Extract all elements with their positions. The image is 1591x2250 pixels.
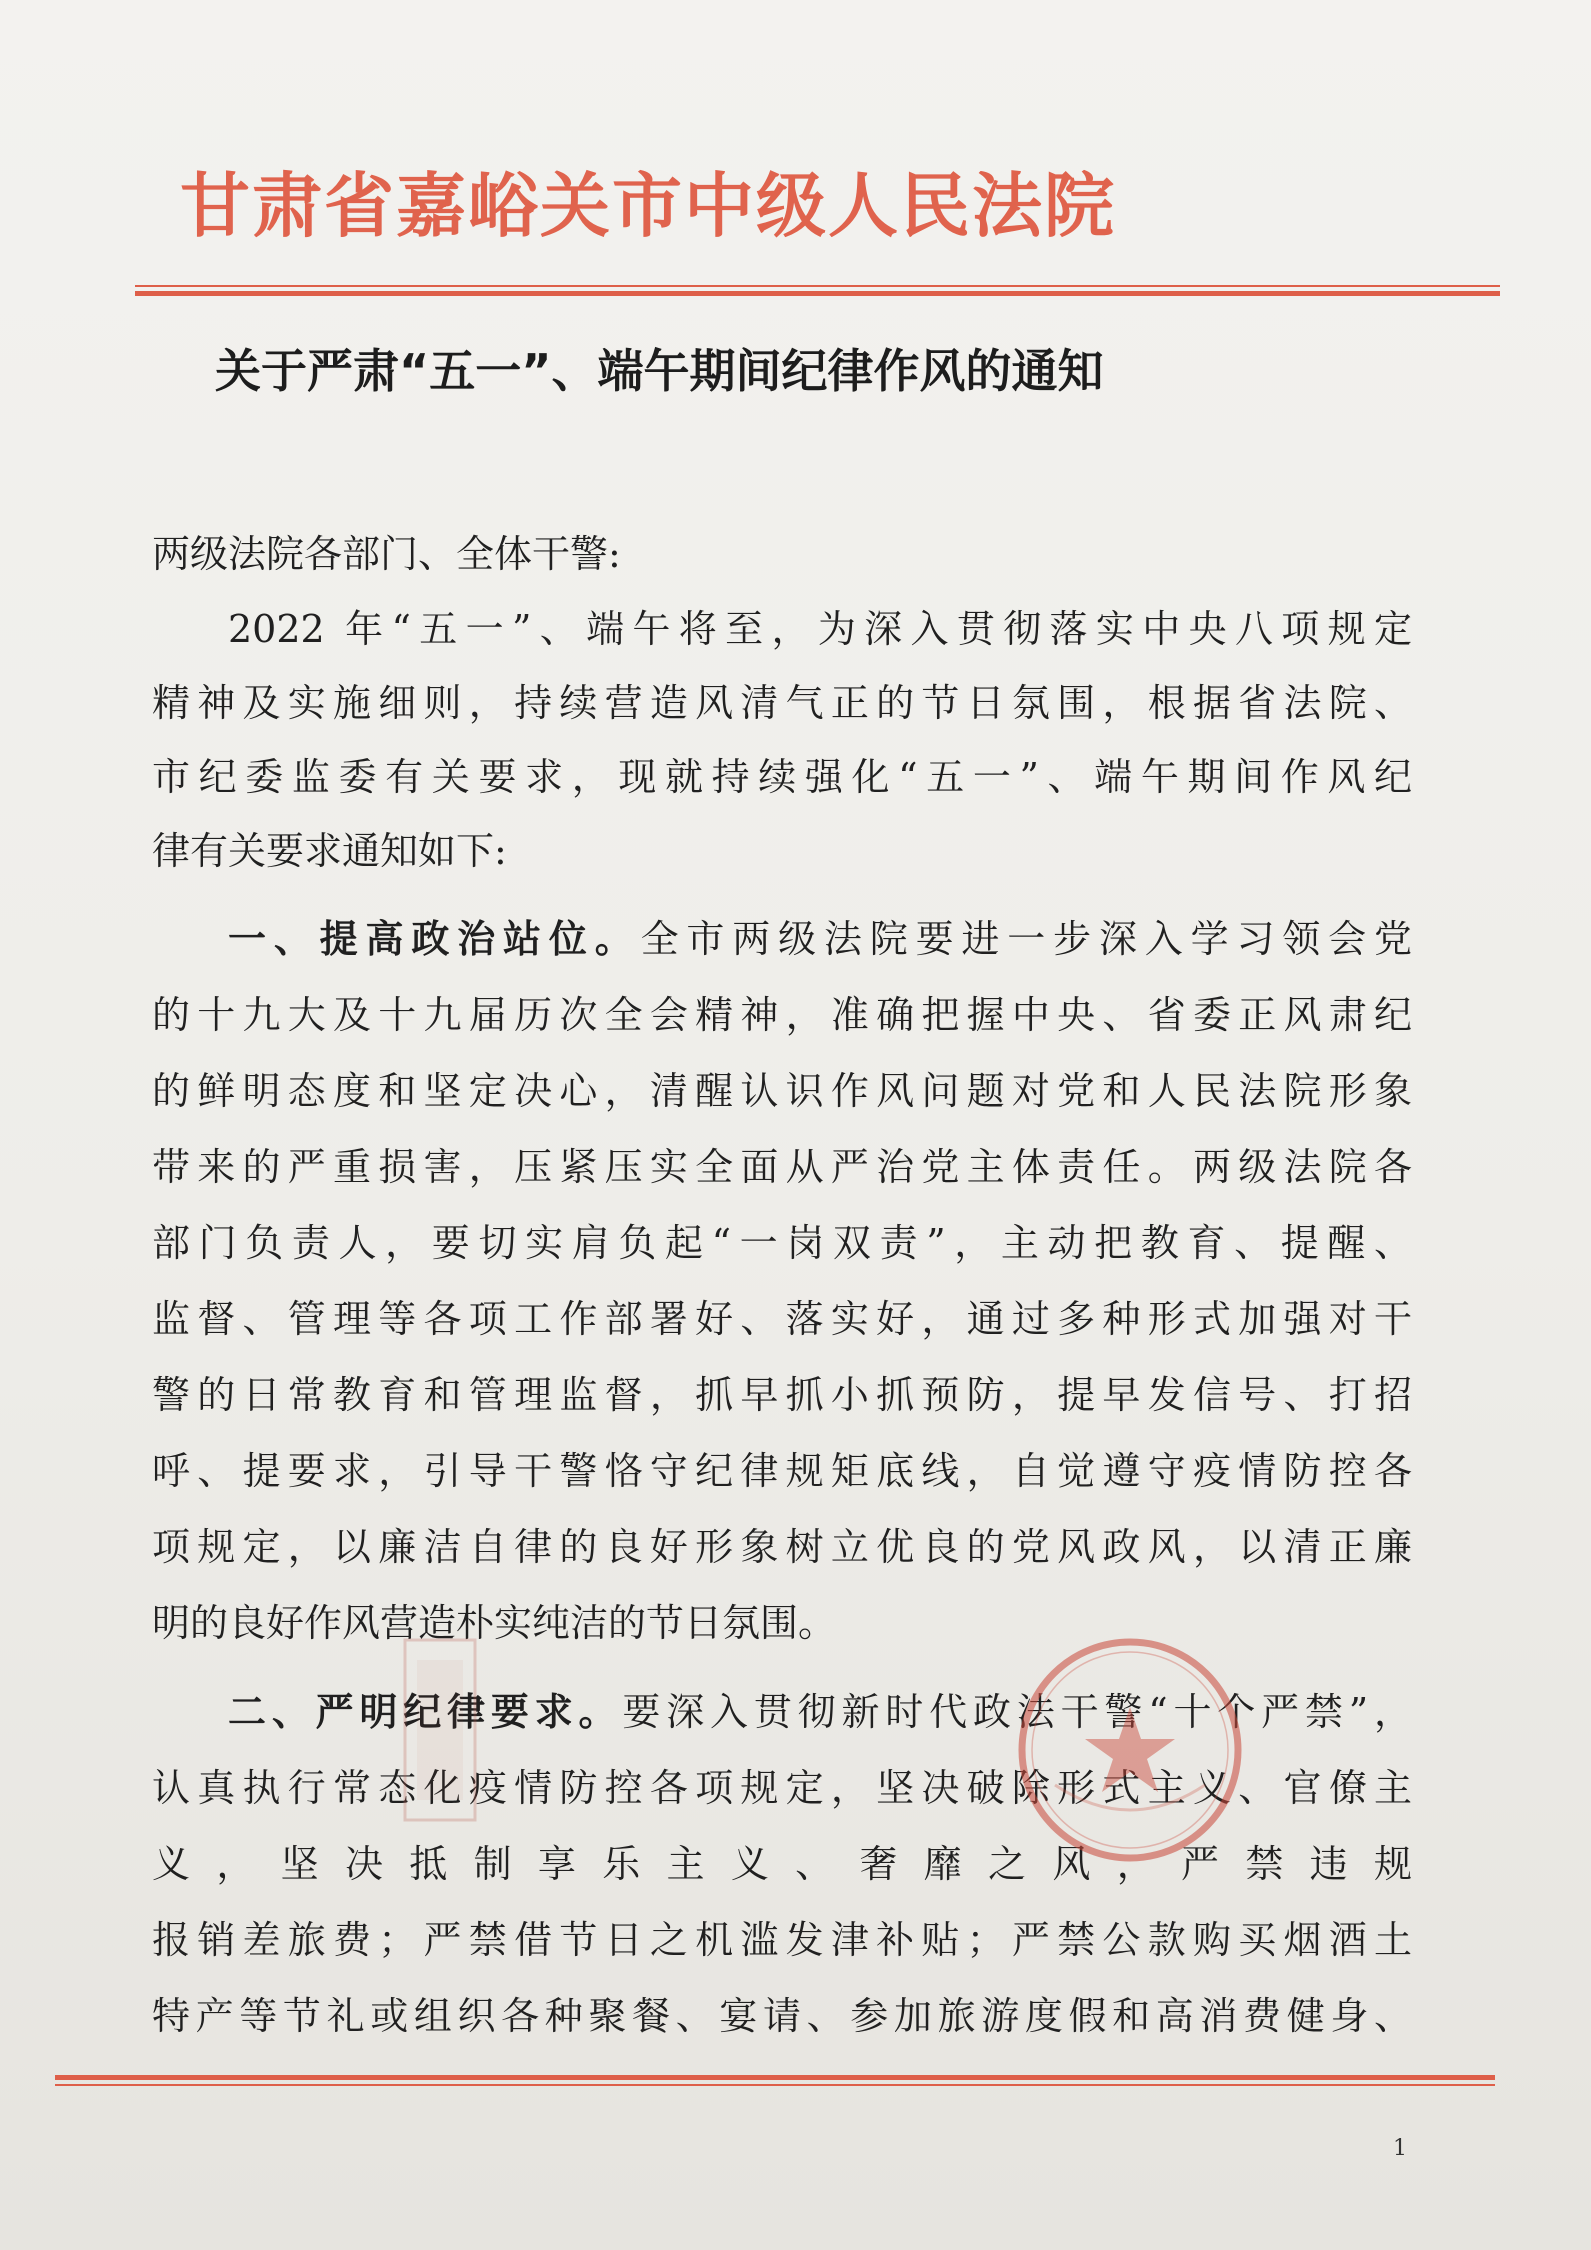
paragraph-line: 部门负责人，要切实肩负起“一岗双责”，主动把教育、提醒、 (152, 1221, 1412, 1265)
faint-stamp-mark-icon (395, 1630, 485, 1830)
paragraph-line: 报销差旅费；严禁借节日之机滥发津补贴；严禁公款购买烟酒土 (152, 1918, 1412, 1962)
paragraph-line: 监督、管理等各项工作部署好、落实好，通过多种形式加强对干 (152, 1297, 1412, 1341)
paragraph-line: 警的日常教育和管理监督，抓早抓小抓预防，提早发信号、打招 (152, 1373, 1412, 1417)
issuing-organization-header: 甘肃省嘉峪关市中级人民法院 (180, 165, 1116, 247)
paragraph-line: 的十九大及十九届历次全会精神，准确把握中央、省委正风肃纪 (152, 993, 1412, 1037)
paragraph-line: 的鲜明态度和坚定决心，清醒认识作风问题对党和人民法院形象 (152, 1069, 1412, 1113)
paragraph-line: 呼、提要求，引导干警恪守纪律规矩底线，自觉遵守疫情防控各 (152, 1449, 1412, 1493)
paragraph-line: 明的良好作风营造朴实纯洁的节日氛围。 (152, 1601, 837, 1645)
section-1-heading: 一、提高政治站位。 (228, 917, 641, 961)
section-1-first-line (228, 917, 1412, 961)
paragraph-line: 义，坚决抵制享乐主义、奢靡之风，严禁违规 (152, 1842, 1412, 1886)
paragraph-line: 2022 年“五一”、端午将至，为深入贯彻落实中央八项规定 (228, 607, 1412, 651)
salutation: 两级法院各部门、全体干警: (152, 532, 621, 576)
paragraph-line: 特产等节礼或组织各种聚餐、宴请、参加旅游度假和高消费健身、 (152, 1994, 1412, 2038)
paragraph-line: 律有关要求通知如下: (152, 829, 507, 873)
header-divider-thick (135, 291, 1500, 296)
document-title: 关于严肃“五一”、端午期间纪律作风的通知 (215, 344, 1104, 398)
section-1-text: 全市两级法院要进一步深入学习领会党 (640, 917, 1412, 961)
paragraph-line: 项规定，以廉洁自律的良好形象树立优良的党风政风，以清正廉 (152, 1525, 1412, 1569)
section-2-heading: 二、严明纪律要求。 (228, 1690, 623, 1734)
paragraph-line: 精神及实施细则，持续营造风清气正的节日氛围，根据省法院、 (152, 681, 1412, 725)
header-divider-thin (135, 285, 1500, 287)
footer-divider-thin (55, 2084, 1495, 2086)
official-seal-icon (1015, 1635, 1245, 1865)
section-2-text: 要深入贯彻新时代政法干警“十个严禁”， (622, 1690, 1412, 1734)
paragraph-line: 带来的严重损害，压紧压实全面从严治党主体责任。两级法院各 (152, 1145, 1412, 1189)
page-number: 1 (1393, 2136, 1407, 2161)
footer-divider-thick (55, 2075, 1495, 2080)
paragraph-line: 认真执行常态化疫情防控各项规定，坚决破除形式主义、官僚主 (152, 1766, 1412, 1810)
paragraph-line: 市纪委监委有关要求，现就持续强化“五一”、端午期间作风纪 (152, 755, 1412, 799)
